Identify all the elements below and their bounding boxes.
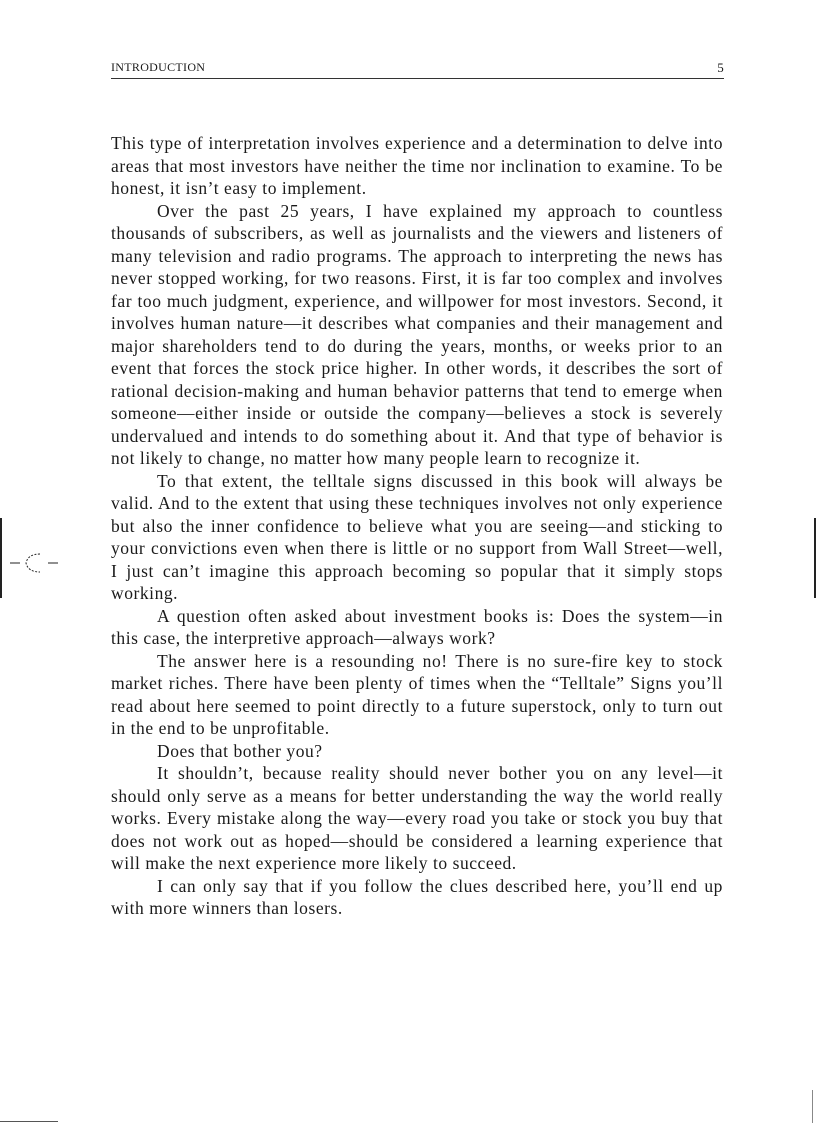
page-number: 5 — [717, 60, 724, 75]
paragraph: It shouldn’t, because reality should never bother you on any level—it should only serve as a means for better understanding the way the world really works. Every mistake along the way—every road you take or stock you buy that does not work out as hoped—should be considered a learning experience that will make the next experience more likely to succeed. — [111, 763, 723, 873]
body-text — [111, 132, 723, 920]
paragraph: I can only say that if you follow the clues described here, you’ll end up with more winners than losers. — [111, 875, 723, 918]
paragraph: The answer here is a resounding no! There is no sure-fire key to stock market riches. There have been plenty of times when the “Telltale” Signs you’ll read about here seemed to point directly to a future superstock, only to turn out in the end to be unprofitable. — [111, 650, 723, 738]
crop-mark-left — [0, 518, 2, 598]
paragraph: Over the past 25 years, I have explained my approach to countless thousands of subscribers, as well as journalists and the viewers and listeners of many television and radio programs. The approach to interpreting the news has never stopped working, for two reasons. First, it is far too complex and involves far too much judgment, experience, and willpower for most investors. Second, it involves human nature—it describes what companies and their management and major shareholders tend to do during the years, months, or weeks prior to an event that forces the stock price higher. In other words, it describes the sort of rational decision-making and human behavior patterns that tend to emerge when someone—either inside or outside the company—believes a stock is severely undervalued and intends to do something about it. And that type of behavior is not likely to change, no matter how many people learn to recognize it. — [111, 200, 723, 468]
paragraph: To that extent, the telltale signs discussed in this book will always be valid. And to the extent that using these techniques involves not only experience but also the inner confidence to believe what you are seeing—and sticking to your convictions even when there is little or no support from Wall Street—well, I just can’t imagine this approach becoming so popular that it simply stops working. — [111, 470, 723, 603]
paragraph: Does that bother you? — [157, 740, 323, 761]
running-head — [111, 60, 724, 79]
paragraph: This type of interpretation involves experience and a determination to delve into areas that most investors have neither the time nor inclination to examine. To be honest, it isn’t easy to implement. — [111, 133, 723, 198]
paragraph: A question often asked about investment books is: Does the system—in this case, the interpretive approach—always work? — [111, 605, 723, 648]
registration-mark-icon — [10, 548, 60, 578]
running-head-section-title: INTRODUCTION — [111, 60, 206, 74]
bottom-crop-rule — [0, 1121, 58, 1122]
bottom-right-crop-mark — [812, 1090, 813, 1123]
